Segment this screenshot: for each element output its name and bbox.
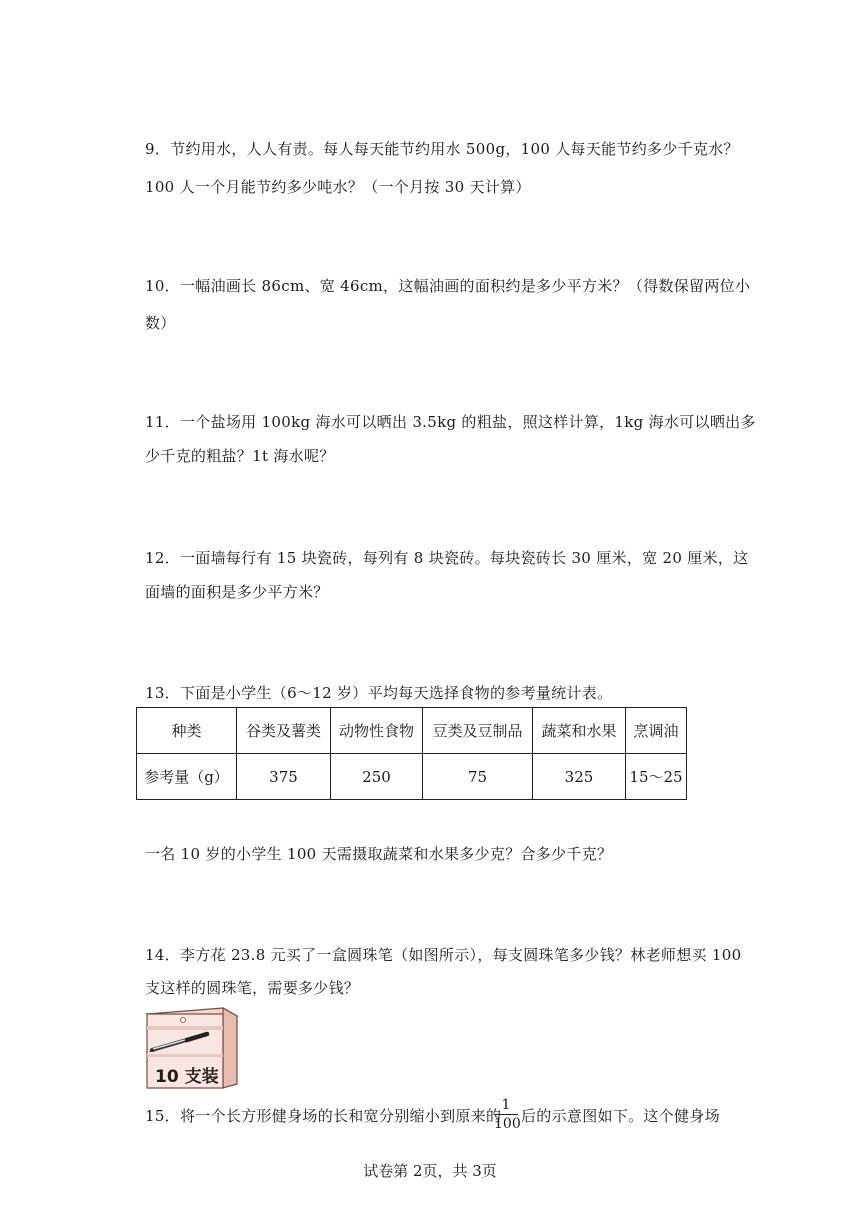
table-cell: 75 xyxy=(423,754,533,800)
q10-line-1: 10．一幅油画长 86cm、宽 46cm，这幅油画的面积约是多少平方米？（得数保留两位小 xyxy=(145,277,751,295)
q14-line-1: 14．李方花 23.8 元买了一盒圆珠笔（如图所示），每支圆珠笔多少钱？林老师想买 100 xyxy=(145,946,742,964)
q10-line-2: 数） xyxy=(145,314,176,332)
pen-box-illustration xyxy=(143,1004,239,1090)
table-cell: 325 xyxy=(533,754,626,800)
q13-question: 一名 10 岁的小学生 100 天需摄取蔬菜和水果多少克？合多少千克？ xyxy=(145,845,613,863)
table-header-row xyxy=(137,708,687,754)
q9-line-2: 100 人一个月能节约多少吨水？（一个月按 30 天计算） xyxy=(145,178,531,196)
q12-line-1: 12．一面墙每行有 15 块瓷砖，每列有 8 块瓷砖。每块瓷砖长 30 厘米，宽 20 厘米，这 xyxy=(145,549,749,567)
table-header-cell: 种类 xyxy=(137,708,237,754)
q11-line-2: 少千克的粗盐？1t 海水呢？ xyxy=(145,447,335,465)
table-header-cell: 动物性食物 xyxy=(331,708,423,754)
table-header-cell: 豆类及豆制品 xyxy=(423,708,533,754)
table-header-cell: 蔬菜和水果 xyxy=(533,708,626,754)
q15-line-after: 后的示意图如下。这个健身场 xyxy=(521,1107,720,1125)
table-header-cell: 谷类及薯类 xyxy=(237,708,331,754)
table-cell: 15～25 xyxy=(626,754,687,800)
q9-line-1: 9．节约用水，人人有责。每人每天能节约用水 500g，100 人每天能节约多少千克水？ xyxy=(145,140,739,158)
food-reference-table xyxy=(136,707,687,800)
table-cell: 250 xyxy=(331,754,423,800)
fraction-numerator: 1 xyxy=(501,1097,511,1113)
table-row xyxy=(137,754,687,800)
fraction-bar xyxy=(494,1114,518,1115)
q14-line-2: 支这样的圆珠笔，需要多少钱？ xyxy=(145,979,360,997)
box-label: 10 支装 xyxy=(155,1067,219,1087)
table-cell: 375 xyxy=(237,754,331,800)
table-header-cell: 烹调油 xyxy=(626,708,687,754)
fraction-denominator: 100 xyxy=(494,1116,521,1132)
q12-line-2: 面墙的面积是多少平方米？ xyxy=(145,583,329,601)
q13-intro: 13．下面是小学生（6～12 岁）平均每天选择食物的参考量统计表。 xyxy=(145,684,613,702)
page-footer: 试卷第 2页，共 3页 xyxy=(363,1162,497,1180)
q11-line-1: 11．一个盐场用 100kg 海水可以晒出 3.5kg 的粗盐，照这样计算，1kg 海水可以晒出多 xyxy=(145,413,756,431)
fraction-one-hundredth xyxy=(494,1097,521,1132)
q15-line-before: 15．将一个长方形健身场的长和宽分别缩小到原来的 xyxy=(145,1107,502,1125)
table-row-label: 参考量（g） xyxy=(137,754,237,800)
